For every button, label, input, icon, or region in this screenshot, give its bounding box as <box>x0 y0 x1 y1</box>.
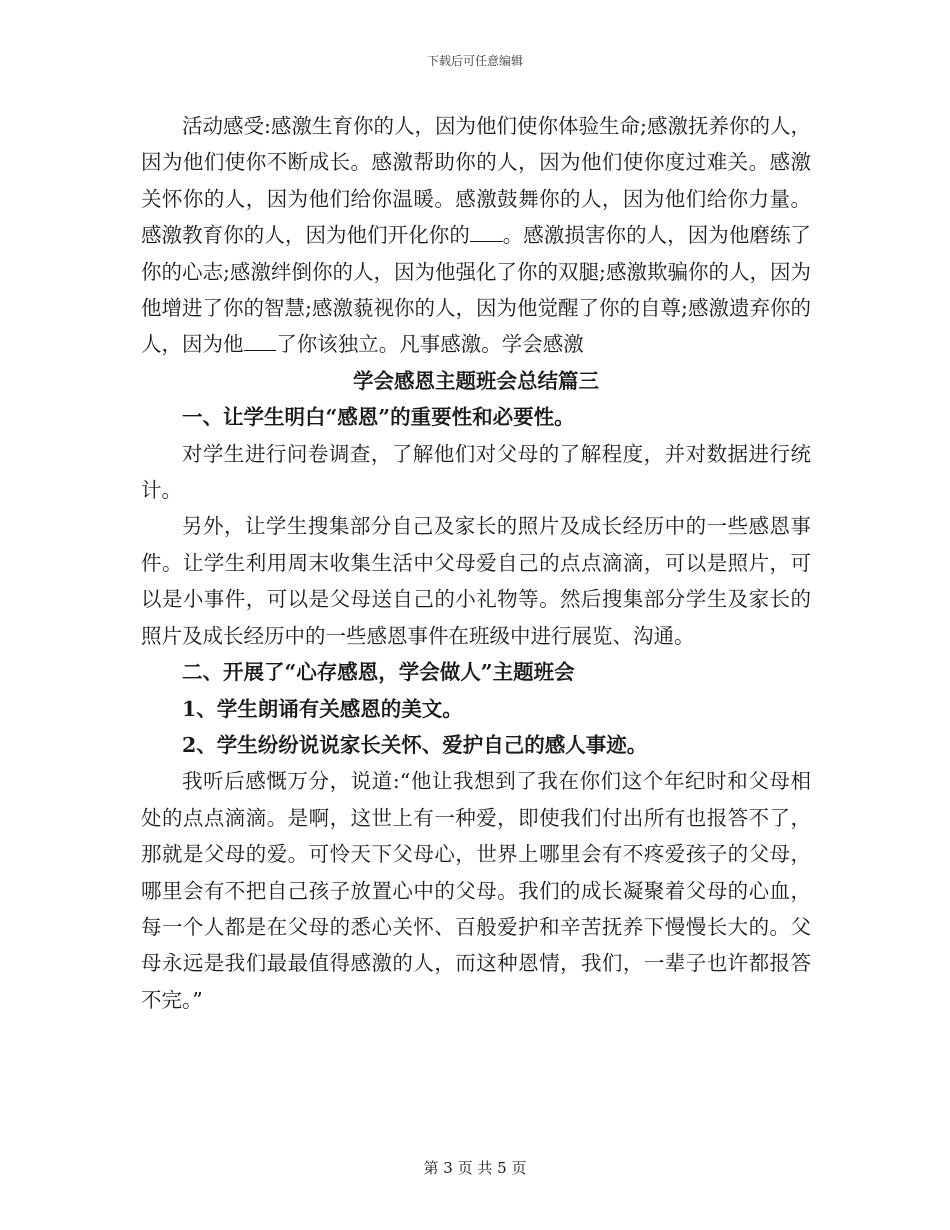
paragraph-text: 活动感受:感激生育你的人，因为他们使你体验生命;感激抚养你的人，因为他们使你不断成长。感激帮助你的人，因为他们使你度过难关。感激关怀你的人，因为他们给你温暖。感激鼓舞你的人，因为他们给你力量。感激教育你的人，因为他们开化你的 <box>141 114 811 248</box>
fill-blank <box>470 223 503 242</box>
heading-item-1: 1、学生朗诵有关感恩的美文。 <box>182 696 463 721</box>
paragraph-collection: 另外，让学生搜集部分自己及家长的照片及成长经历中的一些感恩事件。让学生利用周末收集生活中父母爱自己的点点滴滴，可以是照片，可以是小事件，可以是父母送自己的小礼物等。然后搜集部分学生及家长的照片及成长经历中的一些感恩事件在班级中进行展览、沟通。 <box>141 514 811 648</box>
fill-blank <box>244 332 277 351</box>
paragraph-reflection: 我听后感慨万分，说道:“他让我想到了我在你们这个年纪时和父母相处的点点滴滴。是啊，这世上有一种爱，即使我们付出所有也报答不了，那就是父母的爱。可怜天下父母心，世界上哪里会有不疼爱孩子的父母，哪里会有不把自己孩子放置心中的父母。我们的成长凝聚着父母的心血，每一个人都是在父母的悉心关怀、百般爱护和辛苦抚养下慢慢长大的。父母永远是我们最最值得感激的人，而这种恩情，我们，一辈子也许都报答不完。” <box>141 769 811 1012</box>
paragraph-survey: 对学生进行问卷调查，了解他们对父母的了解程度，并对数据进行统计。 <box>141 441 811 503</box>
page-header: 下载后可任意编辑 <box>426 54 523 68</box>
heading-item-2: 2、学生纷纷说说家长关怀、爱护自己的感人事迹。 <box>182 732 648 757</box>
paragraph-activity-feelings <box>141 108 811 363</box>
document-body <box>141 108 811 1018</box>
heading-one: 一、让学生明白“感恩”的重要性和必要性。 <box>182 405 575 430</box>
section-title: 学会感恩主题班会总结篇三 <box>353 368 599 393</box>
heading-two: 二、开展了“心存感恩，学会做人”主题班会 <box>182 660 575 685</box>
paragraph-text: 了你该独立。凡事感激。学会感激 <box>276 332 584 357</box>
paragraph-text: 。感激损害你的人，因为他磨练了你的心志;感激绊倒你的人，因为他强化了你的双腿;感激欺骗你的人，因为他增进了你的智慧;感激藐视你的人，因为他觉醒了你的自尊;感激遗弃你的人，因为他 <box>141 223 812 357</box>
page-footer: 第 3 页 共 5 页 <box>423 1159 527 1177</box>
